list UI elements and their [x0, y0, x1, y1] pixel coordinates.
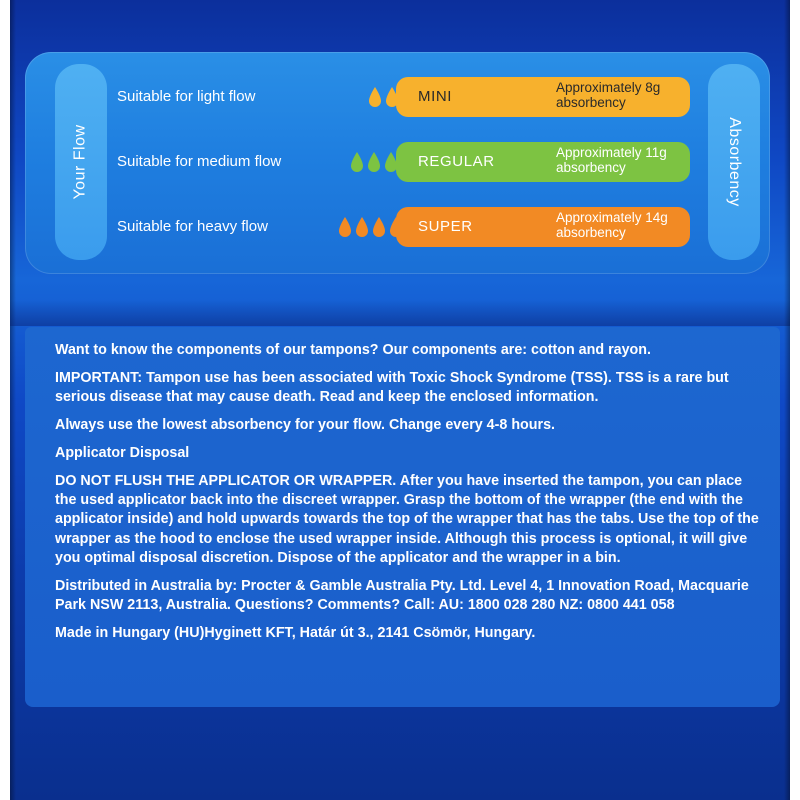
absorbency-label: Absorbency	[726, 117, 743, 207]
absorbency-regular-line2: absorbency	[556, 160, 626, 175]
absorbency-super-line1: Approximately 14g	[556, 210, 668, 225]
absorbency-guide-panel	[25, 52, 770, 274]
disposal-heading: Applicator Disposal	[55, 444, 190, 461]
flow-row-medium	[25, 142, 770, 182]
droplet-icon	[338, 216, 352, 238]
tampon-package-back	[10, 0, 790, 800]
size-pill-regular	[396, 142, 690, 182]
absorbency-mini-line1: Approximately 8g	[556, 80, 661, 95]
distributor-info: Distributed in Australia by: Procter & Gamble Australia Pty. Ltd. Level 4, 1 Innovation Road, Macquarie Park NSW 2113, Australia. Questions? Comments? Call: AU: 1800 028 280 NZ: 0800 441 058	[55, 577, 749, 614]
your-flow-label: Your Flow	[72, 124, 89, 200]
droplet-icon	[355, 216, 369, 238]
size-pill-super	[396, 207, 690, 247]
droplet-icon	[350, 151, 364, 173]
flow-row-heavy	[25, 207, 770, 247]
absorbency-regular	[556, 145, 667, 175]
size-name-regular: REGULAR	[418, 153, 495, 170]
absorbency-regular-line1: Approximately 11g	[556, 145, 667, 160]
drops-light	[368, 86, 399, 108]
manufacturer-info: Made in Hungary (HU)Hyginett KFT, Határ út 3., 2141 Csömör, Hungary.	[55, 625, 536, 642]
info-text-panel	[25, 327, 780, 707]
disposal-instructions: DO NOT FLUSH THE APPLICATOR OR WRAPPER. After you have inserted the tampon, you can place the used applicator back into the discreet wrapper. Grasp the bottom of the wrapper (the end with the applicator inside) and hold upwards towards the top of the wrapper that has the tabs. Use the top of the wrapper as the hood to enclose the used wrapper inside. Although this process is optional, it will give you optimal disposal discretion. Dispose of the applicator and the wrapper in a bin.	[55, 472, 759, 567]
drops-medium	[350, 151, 398, 173]
absorbency-super	[556, 210, 668, 240]
absorbency-mini-line2: absorbency	[556, 95, 626, 110]
flow-label-medium: Suitable for medium flow	[117, 153, 282, 170]
flow-row-light	[25, 77, 770, 117]
droplet-icon	[372, 216, 386, 238]
absorbency-super-line2: absorbency	[556, 225, 626, 240]
drops-heavy	[338, 216, 403, 238]
flow-label-light: Suitable for light flow	[117, 88, 256, 105]
fold-shadow	[10, 300, 790, 326]
flow-label-heavy: Suitable for heavy flow	[117, 218, 268, 235]
absorbency-mini	[556, 80, 660, 110]
important-warning: IMPORTANT: Tampon use has been associated with Toxic Shock Syndrome (TSS). TSS is a rare but serious disease that may cause death. Read and keep the enclosed information.	[55, 369, 729, 406]
size-pill-mini	[396, 77, 690, 117]
components-text: Want to know the components of our tampons? Our components are: cotton and rayon.	[55, 342, 651, 358]
droplet-icon	[368, 86, 382, 108]
size-name-mini: MINI	[418, 88, 453, 105]
lowest-absorbency-text: Always use the lowest absorbency for your flow. Change every 4-8 hours.	[55, 417, 556, 434]
size-name-super: SUPER	[418, 218, 473, 235]
droplet-icon	[367, 151, 381, 173]
